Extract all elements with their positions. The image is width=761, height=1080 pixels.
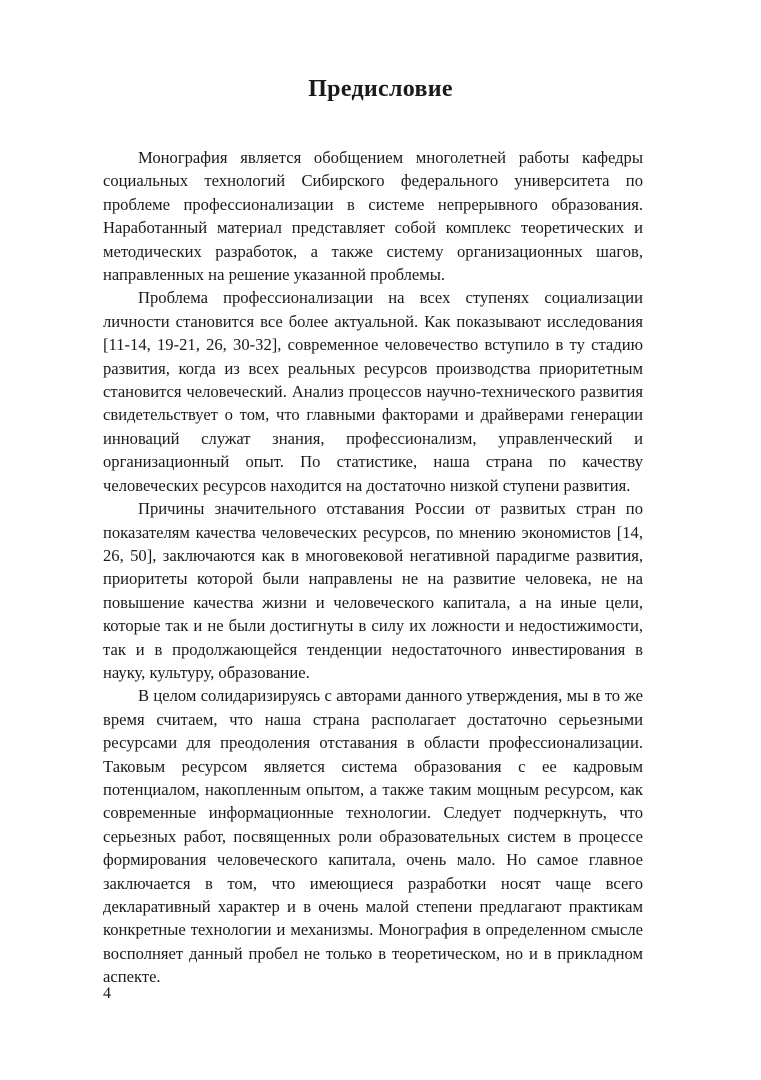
paragraph-3: Причины значительного отставания России от развитых стран по показателям качества человеческих ресурсов, по мнению экономистов [14, 26, 50], заключаются как в многовековой негативной парадигме развития, приоритеты которой были направлены не на развитие человека, не на повышение качества жизни и человеческого капитала, а на иные цели, которые так и не были достигнуты в силу их ложности и недостижимости, так и в продолжающейся тенденции недостаточного инвестирования в науку, культуру, образование. [103,499,643,682]
paragraph-1: Монография является обобщением многолетней работы кафедры социальных технологий Сибирского федерального университета по проблеме профессионализации в системе непрерывного образования. Наработанный материал представляет собой комплекс теоретических и методических разработок, а также систему организационных шагов, направленных на решение указанной проблемы. [103,148,643,285]
page-title: Предисловие [308,76,453,102]
paragraph-2: Проблема профессионализации на всех ступенях социализации личности становится все более актуальной. Как показывают исследования [11-14, 19-21, 26, 30-32], современное человечество вступило в ту стадию развития, когда из всех реальных ресурсов производства приоритетным становится человеческий. Анализ процессов научно-технического развития свидетельствует о том, что главными факторами и драйверами генерации инноваций служат знания, профессионализм, управленческий и организационный опыт. По статистике, наша страна по качеству человеческих ресурсов находится на достаточно низкой ступени развития. [103,288,643,495]
body-text [103,146,643,989]
page-number: 4 [103,985,111,1002]
paragraph-4: В целом солидаризируясь с авторами данного утверждения, мы в то же время считаем, что наша страна располагает достаточно серьезными ресурсами для преодоления отставания в области профессионализации. Таковым ресурсом является система образования с ее кадровым потенциалом, накопленным опытом, а также таким мощным ресурсом, как современные информационные технологии. Следует подчеркнуть, что серьезных работ, посвященных роли образовательных систем в процессе формирования человеческого капитала, очень мало. Но самое главное заключается в том, что имеющиеся разработки носят чаще всего декларативный характер и в очень малой степени предлагают практикам конкретные технологии и механизмы. Монография в определенном смысле восполняет данный пробел не только в теоретическом, но и в прикладном аспекте. [103,686,643,987]
